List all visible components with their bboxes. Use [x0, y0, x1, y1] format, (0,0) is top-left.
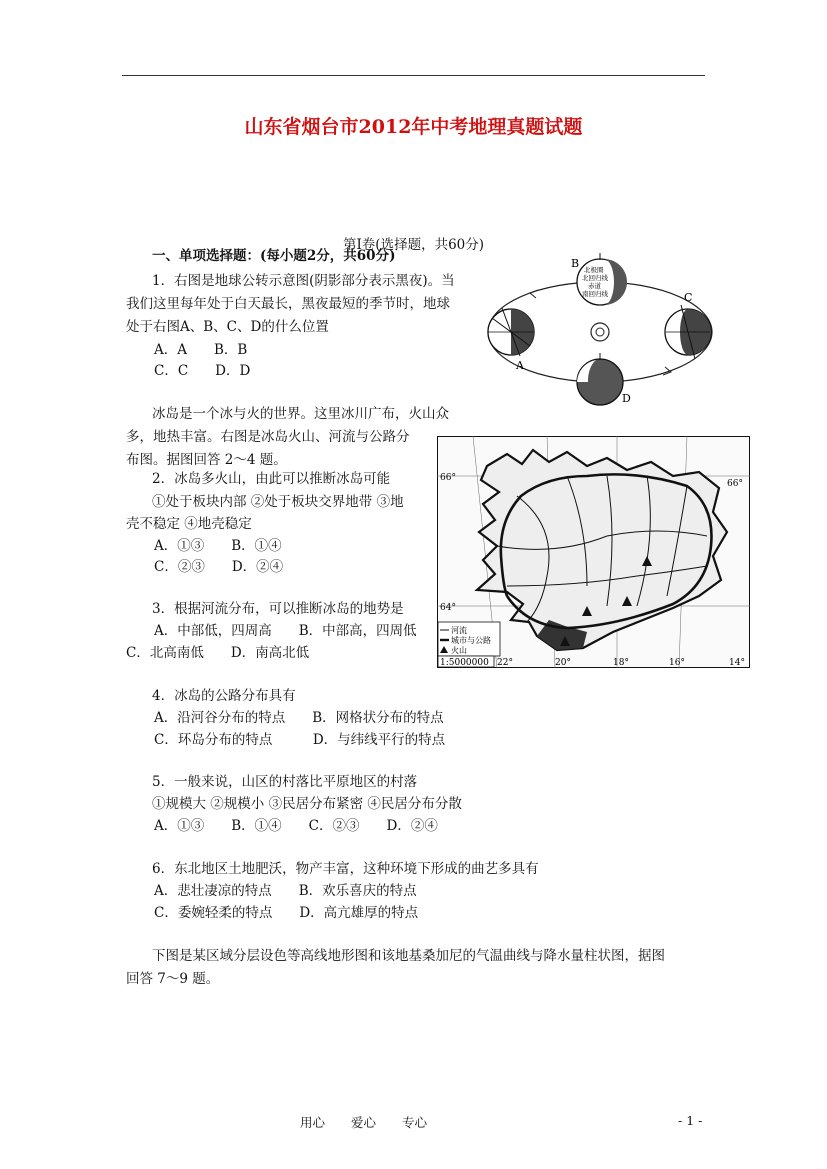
footer-motto: 用心 爱心 专心 — [300, 1115, 427, 1130]
q6-options-2: C．委婉轻柔的特点 D．高亢雄厚的特点 — [154, 905, 419, 921]
part-heading: 一、单项选择题：(每小题2分，共60分) — [152, 248, 396, 264]
q2-stem: 2．冰岛多火山，由此可以推断冰岛可能 — [152, 471, 391, 487]
iceland-intro-3: 布图。据图回答 2～4 题。 — [126, 452, 287, 468]
earth-orbit-figure — [478, 250, 728, 408]
q1-line-1: 1．右图是地球公转示意图(阴影部分表示黑夜)。当 — [152, 273, 455, 289]
legend-volcano: 火山 — [451, 646, 467, 655]
earth-position-a — [488, 308, 534, 356]
label-b: B — [571, 257, 580, 270]
q6-stem: 6．东北地区土地肥沃，物产丰富，这种环境下形成的曲艺多具有 — [152, 861, 539, 877]
q3-options-2: C．北高南低 D．南高北低 — [126, 645, 310, 661]
q1-line-2: 我们这里每年处于白天最长，黑夜最短的季节时，地球 — [126, 296, 450, 312]
legend-road: 城市与公路 — [451, 636, 491, 645]
q2-items: ①处于板块内部 ②处于板块交界地带 ③地 — [152, 494, 404, 510]
q1-line-3: 处于右图A、B、C、D的什么位置 — [126, 319, 329, 335]
lat-label-66-left: 66° — [440, 473, 456, 483]
label-d: D — [622, 392, 631, 405]
svg-text:北回归线: 北回归线 — [582, 274, 608, 282]
lat-label-64: 64° — [440, 603, 456, 613]
q2-items-cont: 壳不稳定 ④地壳稳定 — [126, 516, 252, 532]
lon-label-22: 22° — [497, 658, 513, 668]
lon-label-18: 18° — [613, 658, 629, 668]
page-number: - 1 - — [678, 1113, 703, 1128]
q6-options-1: A．悲壮凄凉的特点 B．欢乐喜庆的特点 — [154, 883, 417, 899]
map-legend — [438, 622, 500, 656]
q2-options-2: C．②③ D．②④ — [154, 559, 284, 575]
svg-text:南回归线: 南回归线 — [582, 290, 608, 298]
legend-river: 河流 — [451, 626, 467, 635]
header-rule — [122, 75, 705, 76]
earth-position-d — [577, 353, 623, 405]
earth-position-b — [577, 253, 627, 305]
q1-options-1: A．A B．B — [154, 342, 248, 358]
section-heading: 第Ⅰ卷(选择题，共60分) — [342, 237, 485, 253]
q7-intro-2: 回答 7～9 题。 — [126, 971, 220, 987]
map-scale: 1:5000000 — [440, 658, 489, 668]
q1-options-2: C．C D．D — [154, 363, 251, 379]
lon-label-16: 16° — [669, 658, 685, 668]
q4-stem: 4．冰岛的公路分布具有 — [152, 688, 296, 704]
lat-label-66-right: 66° — [727, 479, 743, 489]
q4-options-2: C．环岛分布的特点 D．与纬线平行的特点 — [154, 732, 446, 748]
q3-options-1: A．中部低，四周高 B．中部高，四周低 — [154, 623, 417, 639]
iceland-intro-1: 冰岛是一个冰与火的世界。这里冰川广布，火山众 — [152, 406, 449, 422]
lon-label-14: 14° — [729, 658, 745, 668]
q5-options: A．①③ B．①④ C．②③ D．②④ — [154, 818, 438, 834]
label-a: A — [516, 359, 524, 372]
label-c: C — [684, 291, 693, 304]
lon-label-20: 20° — [555, 658, 571, 668]
iceland-intro-2: 多，地热丰富。右图是冰岛火山、河流与公路分 — [126, 429, 410, 445]
q7-intro-1: 下图是某区域分层设色等高线地形图和该地基桑加尼的气温曲线与降水量柱状图，据图 — [152, 948, 665, 964]
q5-stem: 5．一般来说，山区的村落比平原地区的村落 — [152, 774, 418, 790]
q5-items: ①规模大 ②规模小 ③民居分布紧密 ④民居分布分散 — [152, 796, 462, 812]
q4-options-1: A．沿河谷分布的特点 B．网格状分布的特点 — [154, 710, 444, 726]
iceland-map — [437, 436, 750, 668]
q3-stem: 3．根据河流分布，可以推断冰岛的地势是 — [152, 601, 404, 617]
q2-options-1: A．①③ B．①④ — [154, 538, 282, 554]
page-title: 山东省烟台市2012年中考地理真题试题 — [244, 116, 583, 138]
svg-text:赤道: 赤道 — [588, 282, 601, 290]
svg-text:北极圈: 北极圈 — [584, 266, 604, 274]
